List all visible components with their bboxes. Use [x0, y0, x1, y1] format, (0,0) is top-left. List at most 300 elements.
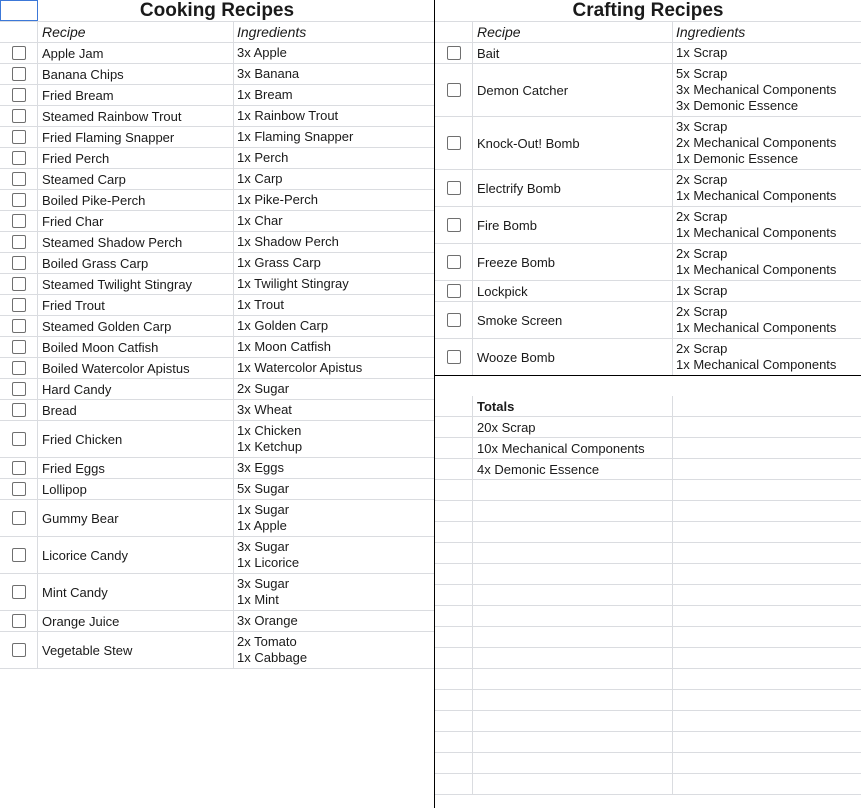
- crafting-checkbox-cell: [435, 207, 473, 243]
- empty-cell: [435, 522, 473, 542]
- empty-grid-row: [435, 774, 861, 795]
- cooking-recipe-ingredients: [234, 232, 434, 252]
- crafting-recipe-checkbox[interactable]: [447, 83, 461, 97]
- crafting-ingredient-line: 2x Scrap: [676, 304, 728, 319]
- cooking-ingredient-line: 3x Eggs: [237, 460, 284, 475]
- cooking-ingredient-line: 3x Sugar: [237, 576, 290, 591]
- cooking-ingredient-line: 1x Shadow Perch: [237, 234, 339, 249]
- crafting-checkbox-cell: [435, 43, 473, 63]
- empty-cell: [673, 690, 861, 710]
- cooking-ingredient-line: 1x Flaming Snapper: [237, 129, 354, 144]
- cooking-ingredient-line: 1x Carp: [237, 171, 283, 186]
- empty-cell: [435, 732, 473, 752]
- totals-spacer: [435, 417, 473, 437]
- empty-grid-row: [435, 501, 861, 522]
- cooking-checkbox-cell: [0, 479, 38, 499]
- empty-grid-row: [435, 522, 861, 543]
- cooking-ingredient-line: 3x Banana: [237, 66, 300, 81]
- empty-grid-row: [435, 564, 861, 585]
- empty-cell: [473, 480, 673, 500]
- cooking-recipe-checkbox[interactable]: [12, 614, 26, 628]
- cooking-recipe-checkbox[interactable]: [12, 319, 26, 333]
- crafting-checkbox-cell: [435, 281, 473, 301]
- cooking-recipe-row: [0, 337, 434, 358]
- cooking-ingredient-line: 1x Moon Catfish: [237, 339, 331, 354]
- crafting-recipe-row: [435, 207, 861, 244]
- cooking-recipe-ingredients: [234, 500, 434, 536]
- cooking-recipe-ingredients: [234, 253, 434, 273]
- cooking-recipe-checkbox[interactable]: [12, 461, 26, 475]
- cooking-checkbox-cell: [0, 358, 38, 378]
- crafting-ingredient-line: 1x Mechanical Components: [676, 225, 837, 240]
- cooking-ingredient-line: 1x Pike-Perch: [237, 192, 318, 207]
- cooking-recipe-name: Hard Candy: [38, 379, 234, 399]
- cooking-recipe-checkbox[interactable]: [12, 585, 26, 599]
- crafting-ingredient-line: 1x Mechanical Components: [676, 320, 837, 335]
- cooking-recipe-checkbox[interactable]: [12, 214, 26, 228]
- cooking-recipe-checkbox[interactable]: [12, 298, 26, 312]
- cooking-ingredient-line: 1x Sugar: [237, 502, 290, 517]
- empty-cell: [673, 711, 861, 731]
- cooking-recipe-name: Fried Eggs: [38, 458, 234, 478]
- cooking-ingredient-line: 1x Ketchup: [237, 439, 303, 454]
- crafting-checkbox-cell: [435, 64, 473, 116]
- empty-cell: [473, 627, 673, 647]
- empty-grid-row: [435, 753, 861, 774]
- cooking-recipe-name: Lollipop: [38, 479, 234, 499]
- crafting-header-row: [435, 22, 861, 43]
- cooking-recipe-name: Fried Trout: [38, 295, 234, 315]
- crafting-checkbox-cell: [435, 244, 473, 280]
- cooking-ingredient-line: 2x Sugar: [237, 381, 290, 396]
- totals-label: Totals: [473, 396, 673, 416]
- empty-cell: [435, 711, 473, 731]
- cooking-checkbox-cell: [0, 574, 38, 610]
- cooking-header-row: [0, 22, 434, 43]
- cooking-recipe-checkbox[interactable]: [12, 172, 26, 186]
- cooking-checkbox-cell: [0, 400, 38, 420]
- cooking-recipe-ingredients: [234, 400, 434, 420]
- cooking-recipe-checkbox[interactable]: [12, 643, 26, 657]
- crafting-recipe-name: Electrify Bomb: [473, 170, 673, 206]
- crafting-recipe-name: Freeze Bomb: [473, 244, 673, 280]
- crafting-ingredients-column-header: Ingredients: [676, 24, 746, 40]
- empty-cell: [673, 669, 861, 689]
- cooking-recipe-name: Mint Candy: [38, 574, 234, 610]
- cooking-recipe-row: [0, 127, 434, 148]
- crafting-recipe-checkbox[interactable]: [447, 46, 461, 60]
- cooking-ingredient-line: 1x Grass Carp: [237, 255, 321, 270]
- crafting-ingredient-line: 5x Scrap: [676, 66, 728, 81]
- cooking-checkbox-cell: [0, 127, 38, 147]
- cooking-recipe-name: Steamed Shadow Perch: [38, 232, 234, 252]
- cooking-recipe-name: Orange Juice: [38, 611, 234, 631]
- crafting-recipe-checkbox[interactable]: [447, 284, 461, 298]
- cooking-recipe-ingredients: [234, 611, 434, 631]
- cooking-recipe-ingredients: [234, 148, 434, 168]
- cooking-recipe-checkbox[interactable]: [12, 548, 26, 562]
- cooking-ingredient-line: 1x Twilight Stingray: [237, 276, 349, 291]
- empty-cell: [435, 606, 473, 626]
- crafting-ingredient-line: 1x Mechanical Components: [676, 357, 837, 372]
- empty-grid-row: [435, 606, 861, 627]
- cooking-recipes-title: Cooking Recipes: [0, 0, 434, 22]
- crafting-recipe-row: [435, 170, 861, 207]
- cooking-ingredient-line: 1x Licorice: [237, 555, 300, 570]
- empty-grid-row: [435, 543, 861, 564]
- crafting-recipe-checkbox[interactable]: [447, 350, 461, 364]
- crafting-ingredient-line: 3x Scrap: [676, 119, 728, 134]
- cooking-recipe-row: [0, 232, 434, 253]
- cooking-recipe-ingredients: [234, 64, 434, 84]
- cooking-recipe-name: Vegetable Stew: [38, 632, 234, 668]
- crafting-recipe-row: [435, 43, 861, 64]
- cooking-recipe-checkbox[interactable]: [12, 67, 26, 81]
- empty-cell: [673, 627, 861, 647]
- empty-grid-row: [435, 480, 861, 501]
- cooking-recipe-ingredients: [234, 211, 434, 231]
- section-divider: [434, 0, 435, 808]
- cooking-checkbox-cell: [0, 458, 38, 478]
- cooking-recipe-name: Boiled Watercolor Apistus: [38, 358, 234, 378]
- crafting-recipe-checkbox[interactable]: [447, 181, 461, 195]
- cooking-recipe-row: [0, 64, 434, 85]
- cooking-ingredient-line: 3x Apple: [237, 45, 287, 60]
- crafting-recipe-name: Knock-Out! Bomb: [473, 117, 673, 169]
- cooking-ingredient-line: 3x Wheat: [237, 402, 292, 417]
- empty-grid-row: [435, 669, 861, 690]
- empty-grid-row: [435, 732, 861, 753]
- empty-cell: [673, 732, 861, 752]
- totals-item: 10x Mechanical Components: [473, 438, 673, 458]
- cooking-recipe-name: Fried Bream: [38, 85, 234, 105]
- cooking-recipe-name: Bread: [38, 400, 234, 420]
- cooking-checkbox-cell: [0, 316, 38, 336]
- crafting-recipe-name: Fire Bomb: [473, 207, 673, 243]
- cooking-recipe-name: Fried Chicken: [38, 421, 234, 457]
- cooking-recipe-row: [0, 611, 434, 632]
- cooking-recipe-ingredients: [234, 190, 434, 210]
- cooking-recipe-checkbox[interactable]: [12, 193, 26, 207]
- cooking-recipe-name: Gummy Bear: [38, 500, 234, 536]
- crafting-recipe-ingredients: [673, 117, 861, 169]
- cooking-recipe-ingredients: [234, 169, 434, 189]
- crafting-ingredient-line: 2x Scrap: [676, 341, 728, 356]
- empty-cell: [473, 732, 673, 752]
- cooking-recipe-row: [0, 148, 434, 169]
- empty-cell: [673, 753, 861, 773]
- crafting-ingredient-line: 2x Mechanical Components: [676, 135, 837, 150]
- crafting-recipe-ingredients: [673, 207, 861, 243]
- cooking-recipe-checkbox[interactable]: [12, 130, 26, 144]
- crafting-checkbox-cell: [435, 117, 473, 169]
- totals-empty-cell: [673, 396, 861, 416]
- cooking-recipe-ingredients: [234, 574, 434, 610]
- cooking-recipe-row: [0, 190, 434, 211]
- cooking-recipe-row: [0, 500, 434, 537]
- cooking-recipe-checkbox[interactable]: [12, 361, 26, 375]
- empty-cell: [435, 564, 473, 584]
- cooking-recipe-ingredients: [234, 479, 434, 499]
- empty-cell: [435, 543, 473, 563]
- cooking-checkbox-cell: [0, 295, 38, 315]
- empty-cell: [473, 522, 673, 542]
- cooking-recipe-ingredients: [234, 337, 434, 357]
- crafting-recipe-checkbox[interactable]: [447, 218, 461, 232]
- crafting-ingredient-line: 1x Scrap: [676, 283, 728, 298]
- cooking-recipe-row: [0, 574, 434, 611]
- empty-cell: [673, 522, 861, 542]
- cooking-checkbox-cell: [0, 274, 38, 294]
- crafting-checkbox-cell: [435, 170, 473, 206]
- cooking-recipe-checkbox[interactable]: [12, 403, 26, 417]
- cooking-recipe-row: [0, 421, 434, 458]
- cooking-recipe-ingredients: [234, 106, 434, 126]
- crafting-header-spacer: [435, 22, 473, 42]
- crafting-recipe-row: [435, 117, 861, 170]
- cooking-recipe-row: [0, 458, 434, 479]
- crafting-recipe-ingredients: [673, 43, 861, 63]
- cooking-ingredient-line: 1x Watercolor Apistus: [237, 360, 363, 375]
- cooking-checkbox-cell: [0, 379, 38, 399]
- crafting-recipes-title: Crafting Recipes: [435, 0, 861, 22]
- cooking-recipe-row: [0, 253, 434, 274]
- crafting-recipe-name: Demon Catcher: [473, 64, 673, 116]
- crafting-ingredient-line: 1x Mechanical Components: [676, 188, 837, 203]
- cooking-recipe-row: [0, 379, 434, 400]
- empty-grid-row: [435, 648, 861, 669]
- cooking-ingredient-line: 1x Char: [237, 213, 283, 228]
- cooking-recipe-name: Fried Flaming Snapper: [38, 127, 234, 147]
- cooking-ingredient-line: 1x Bream: [237, 87, 293, 102]
- empty-cell: [473, 774, 673, 794]
- cooking-recipe-ingredients: [234, 85, 434, 105]
- cooking-ingredient-line: 1x Apple: [237, 518, 287, 533]
- empty-cell: [673, 585, 861, 605]
- cooking-recipe-row: [0, 632, 434, 669]
- totals-item: 20x Scrap: [473, 417, 673, 437]
- cooking-recipe-name: Fried Perch: [38, 148, 234, 168]
- cooking-checkbox-cell: [0, 190, 38, 210]
- cooking-recipe-ingredients: [234, 127, 434, 147]
- cooking-recipe-row: [0, 537, 434, 574]
- empty-cell: [473, 753, 673, 773]
- cooking-recipe-ingredients: [234, 537, 434, 573]
- cooking-recipe-row: [0, 295, 434, 316]
- cooking-ingredient-line: 1x Mint: [237, 592, 279, 607]
- cooking-ingredient-line: 2x Tomato: [237, 634, 297, 649]
- cooking-checkbox-cell: [0, 253, 38, 273]
- cooking-checkbox-cell: [0, 632, 38, 668]
- crafting-recipe-ingredients: [673, 339, 861, 375]
- cooking-ingredient-line: 1x Rainbow Trout: [237, 108, 339, 123]
- cooking-checkbox-cell: [0, 500, 38, 536]
- cooking-recipe-ingredients: [234, 458, 434, 478]
- cooking-recipe-row: [0, 274, 434, 295]
- cooking-checkbox-cell: [0, 611, 38, 631]
- crafting-ingredient-line: 2x Scrap: [676, 209, 728, 224]
- crafting-ingredient-line: 2x Scrap: [676, 246, 728, 261]
- cooking-recipe-row: [0, 479, 434, 500]
- cooking-recipe-ingredients: [234, 274, 434, 294]
- cooking-recipe-ingredients: [234, 316, 434, 336]
- cooking-recipe-checkbox[interactable]: [12, 382, 26, 396]
- crafting-recipe-row: [435, 64, 861, 117]
- cooking-checkbox-cell: [0, 169, 38, 189]
- cooking-recipe-name: Steamed Golden Carp: [38, 316, 234, 336]
- cooking-recipe-checkbox[interactable]: [12, 235, 26, 249]
- totals-header-row: [435, 396, 861, 417]
- cooking-checkbox-cell: [0, 337, 38, 357]
- empty-cell: [673, 501, 861, 521]
- cooking-recipe-row: [0, 169, 434, 190]
- cooking-recipe-ingredients: [234, 43, 434, 63]
- crafting-recipe-ingredients: [673, 244, 861, 280]
- cooking-recipe-checkbox[interactable]: [12, 432, 26, 446]
- cooking-recipe-ingredients: [234, 632, 434, 668]
- totals-spacer: [435, 396, 473, 416]
- cooking-recipe-ingredients: [234, 421, 434, 457]
- cooking-checkbox-cell: [0, 232, 38, 252]
- cooking-recipe-name: Steamed Carp: [38, 169, 234, 189]
- cooking-checkbox-cell: [0, 148, 38, 168]
- cooking-ingredient-line: 5x Sugar: [237, 481, 290, 496]
- empty-cell: [673, 606, 861, 626]
- crafting-recipe-checkbox[interactable]: [447, 255, 461, 269]
- empty-cell: [435, 585, 473, 605]
- empty-cell: [673, 543, 861, 563]
- empty-cell: [473, 543, 673, 563]
- empty-cell: [673, 480, 861, 500]
- cooking-recipe-checkbox[interactable]: [12, 151, 26, 165]
- crafting-ingredient-line: 1x Mechanical Components: [676, 262, 837, 277]
- empty-cell: [473, 606, 673, 626]
- crafting-recipe-ingredients: [673, 281, 861, 301]
- cooking-recipe-row: [0, 211, 434, 232]
- cooking-checkbox-cell: [0, 43, 38, 63]
- cooking-recipe-name: Boiled Grass Carp: [38, 253, 234, 273]
- crafting-recipe-name: Lockpick: [473, 281, 673, 301]
- cooking-recipe-checkbox[interactable]: [12, 109, 26, 123]
- empty-cell: [435, 690, 473, 710]
- cooking-ingredient-line: 1x Trout: [237, 297, 284, 312]
- cooking-checkbox-cell: [0, 211, 38, 231]
- cooking-recipe-ingredients: [234, 295, 434, 315]
- cooking-ingredient-line: 1x Cabbage: [237, 650, 308, 665]
- empty-cell: [435, 648, 473, 668]
- cooking-recipe-name: Apple Jam: [38, 43, 234, 63]
- cooking-checkbox-cell: [0, 64, 38, 84]
- totals-item-row: [435, 417, 861, 438]
- cooking-recipe-name: Licorice Candy: [38, 537, 234, 573]
- totals-item-row: [435, 459, 861, 480]
- cooking-checkbox-cell: [0, 537, 38, 573]
- empty-cell: [473, 585, 673, 605]
- crafting-recipe-ingredients: [673, 302, 861, 338]
- cooking-recipe-row: [0, 400, 434, 421]
- empty-cell: [473, 648, 673, 668]
- crafting-recipe-name: Smoke Screen: [473, 302, 673, 338]
- totals-spacer: [435, 438, 473, 458]
- totals-empty-cell: [673, 438, 861, 458]
- cooking-recipe-row: [0, 106, 434, 127]
- empty-cell: [473, 564, 673, 584]
- cooking-recipe-checkbox[interactable]: [12, 88, 26, 102]
- empty-cell: [473, 501, 673, 521]
- empty-cell: [473, 711, 673, 731]
- cooking-recipe-ingredients: [234, 358, 434, 378]
- crafting-recipe-row: [435, 281, 861, 302]
- empty-cell: [473, 669, 673, 689]
- crafting-ingredient-line: 3x Mechanical Components: [676, 82, 837, 97]
- crafting-checkbox-cell: [435, 339, 473, 375]
- crafting-recipe-column-header: Recipe: [473, 22, 673, 42]
- empty-cell: [673, 774, 861, 794]
- cooking-recipe-name: Steamed Twilight Stingray: [38, 274, 234, 294]
- cooking-recipe-row: [0, 43, 434, 64]
- cooking-checkbox-cell: [0, 421, 38, 457]
- cooking-recipe-name: Boiled Moon Catfish: [38, 337, 234, 357]
- crafting-checkbox-cell: [435, 302, 473, 338]
- cooking-recipe-name: Fried Char: [38, 211, 234, 231]
- crafting-recipe-ingredients: [673, 170, 861, 206]
- cooking-recipe-checkbox[interactable]: [12, 511, 26, 525]
- cooking-checkbox-cell: [0, 106, 38, 126]
- cooking-ingredient-line: 3x Orange: [237, 613, 298, 628]
- cooking-recipe-row: [0, 85, 434, 106]
- cooking-ingredient-line: 1x Golden Carp: [237, 318, 329, 333]
- empty-cell: [673, 648, 861, 668]
- crafting-recipe-ingredients: [673, 64, 861, 116]
- empty-cell: [435, 753, 473, 773]
- cooking-recipe-checkbox[interactable]: [12, 340, 26, 354]
- cooking-recipe-checkbox[interactable]: [12, 256, 26, 270]
- cooking-checkbox-cell: [0, 85, 38, 105]
- totals-item: 4x Demonic Essence: [473, 459, 673, 479]
- cooking-recipe-name: Steamed Rainbow Trout: [38, 106, 234, 126]
- empty-cell: [435, 627, 473, 647]
- crafting-recipe-name: Wooze Bomb: [473, 339, 673, 375]
- cooking-ingredient-line: 3x Sugar: [237, 539, 290, 554]
- cooking-header-spacer: [0, 22, 38, 42]
- cooking-recipe-checkbox[interactable]: [12, 277, 26, 291]
- crafting-ingredient-line: 2x Scrap: [676, 172, 728, 187]
- crafting-ingredient-line: 3x Demonic Essence: [676, 98, 799, 113]
- cooking-recipe-name: Boiled Pike-Perch: [38, 190, 234, 210]
- crafting-recipe-checkbox[interactable]: [447, 313, 461, 327]
- cooking-recipe-checkbox[interactable]: [12, 46, 26, 60]
- empty-cell: [473, 690, 673, 710]
- empty-cell: [435, 669, 473, 689]
- empty-cell: [435, 774, 473, 794]
- cooking-recipe-ingredients: [234, 379, 434, 399]
- cooking-recipe-row: [0, 316, 434, 337]
- cooking-ingredient-line: 1x Chicken: [237, 423, 302, 438]
- crafting-recipe-checkbox[interactable]: [447, 136, 461, 150]
- empty-cell: [435, 501, 473, 521]
- crafting-recipe-row: [435, 302, 861, 339]
- crafting-recipe-name: Bait: [473, 43, 673, 63]
- cooking-recipe-column-header: Recipe: [38, 22, 234, 42]
- empty-grid-row: [435, 585, 861, 606]
- empty-grid-row: [435, 711, 861, 732]
- totals-empty-cell: [673, 459, 861, 479]
- cooking-recipe-checkbox[interactable]: [12, 482, 26, 496]
- cooking-recipe-row: [0, 358, 434, 379]
- totals-item-row: [435, 438, 861, 459]
- cooking-ingredient-line: 1x Perch: [237, 150, 289, 165]
- empty-cell: [673, 564, 861, 584]
